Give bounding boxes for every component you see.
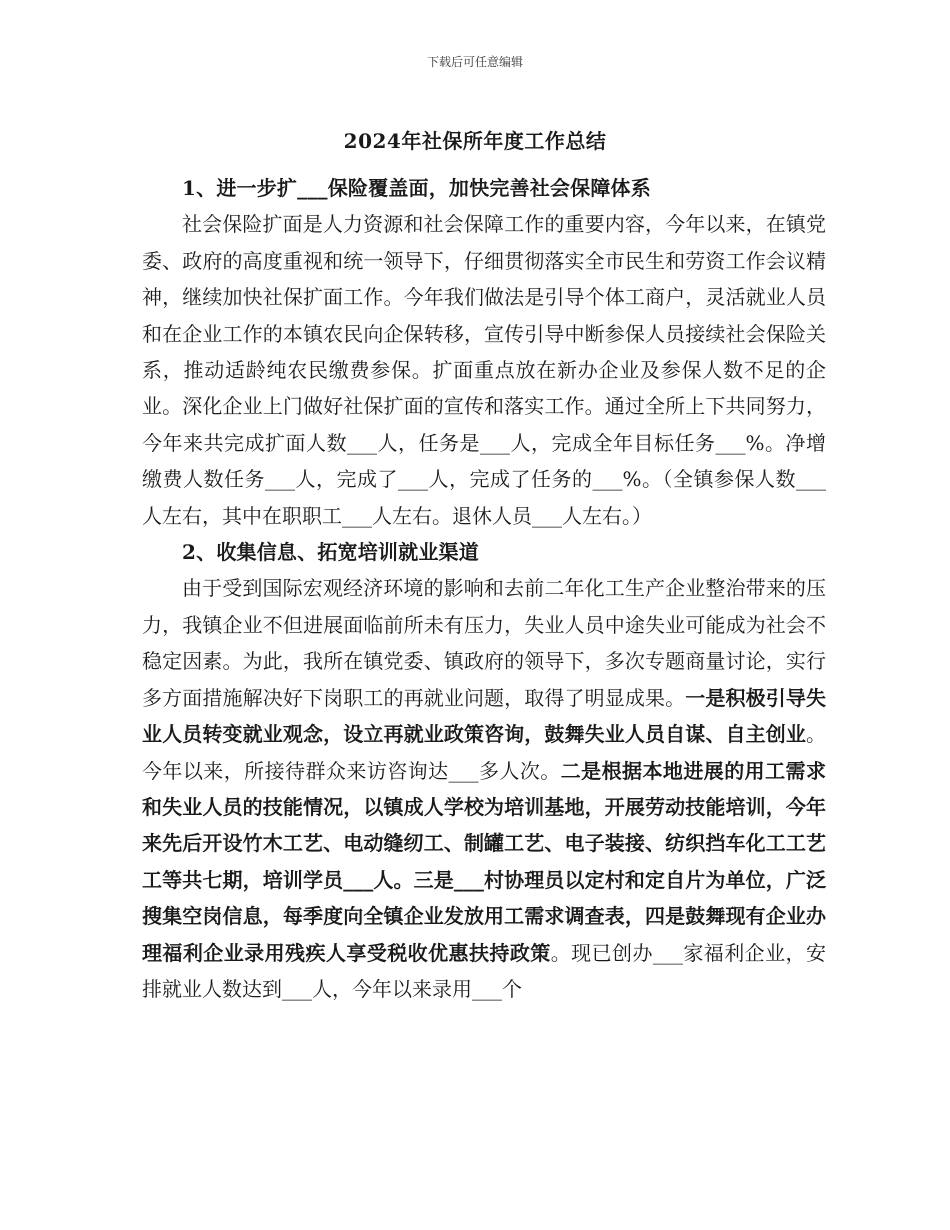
section-paragraph-2 [142,570,826,1007]
emphasis-text: 二是根据本地进展的用工需求和失业人员的技能情况，以镇成人学校为培训基地，开展劳动技能培训，今年来先后开设竹木工艺、电动缝纫工、制罐工艺、电子装接、纺织挡车化工工艺工等共七期，培训学员___人。三是___村协理员以定村和定自片为单位，广泛搜集空岗信息，每季度向全镇企业发放用工需求调查表，四是鼓舞现有企业办理福利企业录用残疾人享受税收优惠扶持政策 [142,758,826,965]
section-heading-2: 2、收集信息、拓宽培训就业渠道 [182,540,479,565]
paragraph-text: 由于受到国际宏观经济环境的影响和去前二年化工生产企业整治带来的压力，我镇企业不但进展面临前所未有压力，失业人员中途失业可能成为社会不稳定因素。为此，我所在镇党委、镇政府的领导下，多次专题商量讨论，实行多方面措施解决好下岗职工的再就业问题，取得了明显成果。 [142,576,826,710]
paragraph-text: 。今年以来，所接待群众来访咨询达___多人次。 [142,722,826,783]
document-body [142,170,826,1007]
section-paragraph-1: 社会保险扩面是人力资源和社会保障工作的重要内容，今年以来，在镇党委、政府的高度重视和统一领导下，仔细贯彻落实全市民生和劳资工作会议精神，继续加快社保扩面工作。今年我们做法是引导个体工商户，灵活就业人员和在企业工作的本镇农民向企保转移，宣传引导中断参保人员接续社会保险关系，推动适龄纯农民缴费参保。扩面重点放在新办企业及参保人数不足的企业。深化企业上门做好社保扩面的宣传和落实工作。通过全所上下共同努力，今年来共完成扩面人数___人，任务是___人，完成全年目标任务___%。净增缴费人数任务___人，完成了___人，完成了任务的___%。（全镇参保人数___人左右，其中在职职工___人左右。退休人员___人左右。） [142,212,826,528]
emphasis-text: 一是积极引导失业人员转变就业观念，设立再就业政策咨询，鼓舞失业人员自谋、自主创业 [142,685,827,747]
paragraph-text: 。现已创办___家福利企业，安排就业人数达到___人，今年以来录用___个 [142,940,826,1001]
section-heading-1: 1、进一步扩___保险覆盖面，加快完善社会保障体系 [182,176,651,200]
document-title: 2024年社保所年度工作总结 [343,129,607,153]
page-header: 下载后可任意编辑 [426,55,523,69]
